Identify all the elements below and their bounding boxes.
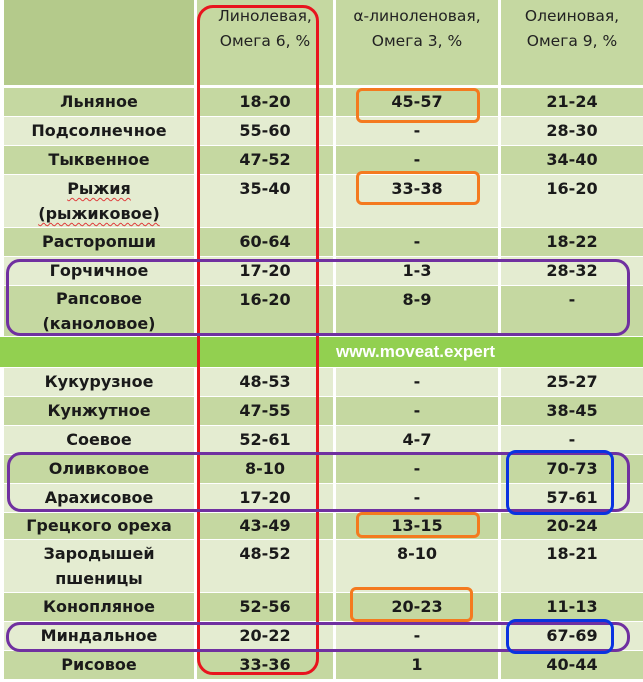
oil-name-line2: (рыжиковое) <box>38 204 160 223</box>
omega3-value: 8-10 <box>336 540 498 592</box>
oil-name <box>4 175 194 227</box>
omega6-value: 35-40 <box>197 175 333 227</box>
table-row <box>0 146 643 174</box>
omega6-value: 60-64 <box>197 228 333 256</box>
table-header <box>0 0 643 85</box>
omega6-value: 48-53 <box>197 368 333 396</box>
table-row <box>0 540 643 592</box>
header-omega9: Олеиновая, Омега 9, % <box>501 0 643 85</box>
omega3-value: 20-23 <box>336 593 498 621</box>
oil-name-line1: Рапсовое <box>55 289 143 308</box>
omega6-value: 48-52 <box>197 540 333 592</box>
table-row <box>0 257 643 285</box>
oil-name: Грецкого ореха <box>4 513 194 539</box>
omega3-value: 33-38 <box>336 175 498 227</box>
omega3-value: 8-9 <box>336 286 498 336</box>
oil-name: Кунжутное <box>4 397 194 425</box>
oil-name <box>4 540 194 592</box>
table-row <box>0 651 643 679</box>
omega9-value: - <box>501 286 643 336</box>
table-row <box>0 117 643 145</box>
header-omega3: α-линоленовая, Омега 3, % <box>336 0 498 85</box>
table-row <box>0 368 643 396</box>
omega3-value: 1-3 <box>336 257 498 285</box>
table-row <box>0 484 643 512</box>
omega6-value: 52-61 <box>197 426 333 454</box>
omega9-value: 28-32 <box>501 257 643 285</box>
omega3-value: - <box>336 484 498 512</box>
omega3-value: - <box>336 146 498 174</box>
oil-name: Кукурузное <box>4 368 194 396</box>
oil-name-line1: Зародышей <box>43 544 155 563</box>
omega3-value: 1 <box>336 651 498 679</box>
oil-name-line2: пшеницы <box>55 569 143 588</box>
omega9-value: 25-27 <box>501 368 643 396</box>
oil-name: Миндальное <box>4 622 194 650</box>
oil-name: Оливковое <box>4 455 194 483</box>
omega6-value: 20-22 <box>197 622 333 650</box>
omega9-value: 20-24 <box>501 513 643 539</box>
omega6-value: 55-60 <box>197 117 333 145</box>
omega6-value: 17-20 <box>197 257 333 285</box>
omega9-value: 28-30 <box>501 117 643 145</box>
table-row <box>0 397 643 425</box>
omega6-value: 17-20 <box>197 484 333 512</box>
table-row <box>0 622 643 650</box>
table-row <box>0 228 643 256</box>
omega3-value: - <box>336 117 498 145</box>
omega9-value: 18-21 <box>501 540 643 592</box>
omega9-value: - <box>501 426 643 454</box>
omega9-value: 70-73 <box>501 455 643 483</box>
table-row <box>0 286 643 336</box>
omega6-value: 47-52 <box>197 146 333 174</box>
omega9-value: 18-22 <box>501 228 643 256</box>
omega6-value: 18-20 <box>197 88 333 116</box>
oil-name: Подсолнечное <box>4 117 194 145</box>
omega9-value: 40-44 <box>501 651 643 679</box>
omega9-value: 34-40 <box>501 146 643 174</box>
table-row <box>0 455 643 483</box>
oil-name: Горчичное <box>4 257 194 285</box>
omega6-value: 52-56 <box>197 593 333 621</box>
watermark-text: www.moveat.expert <box>336 342 496 361</box>
header-oil-name <box>4 0 194 85</box>
oil-name: Соевое <box>4 426 194 454</box>
omega3-value: 45-57 <box>336 88 498 116</box>
omega3-value: 13-15 <box>336 513 498 539</box>
omega9-value: 11-13 <box>501 593 643 621</box>
omega9-value: 67-69 <box>501 622 643 650</box>
omega6-value: 8-10 <box>197 455 333 483</box>
omega6-value: 33-36 <box>197 651 333 679</box>
omega6-value: 43-49 <box>197 513 333 539</box>
table-row <box>0 426 643 454</box>
oil-name: Тыквенное <box>4 146 194 174</box>
omega6-value: 16-20 <box>197 286 333 336</box>
table-row <box>0 175 643 227</box>
omega9-value: 38-45 <box>501 397 643 425</box>
watermark-band <box>0 337 643 367</box>
table-row <box>0 593 643 621</box>
omega3-value: - <box>336 455 498 483</box>
omega9-value: 57-61 <box>501 484 643 512</box>
omega6-value: 47-55 <box>197 397 333 425</box>
omega3-value: - <box>336 622 498 650</box>
table-row <box>0 88 643 116</box>
oil-name: Льняное <box>4 88 194 116</box>
omega9-value: 16-20 <box>501 175 643 227</box>
header-omega6: Линолевая, Омега 6, % <box>197 0 333 85</box>
omega3-value: - <box>336 228 498 256</box>
omega3-value: - <box>336 397 498 425</box>
omega3-value: 4-7 <box>336 426 498 454</box>
table-row <box>0 513 643 539</box>
oil-name: Конопляное <box>4 593 194 621</box>
omega3-value: - <box>336 368 498 396</box>
omega9-value: 21-24 <box>501 88 643 116</box>
oil-name-line2: (каноловое) <box>42 314 156 333</box>
oil-name: Расторопши <box>4 228 194 256</box>
oil-name: Рисовое <box>4 651 194 679</box>
oil-name <box>4 286 194 336</box>
oil-name-line1: Рыжия <box>67 179 131 198</box>
oil-name: Арахисовое <box>4 484 194 512</box>
